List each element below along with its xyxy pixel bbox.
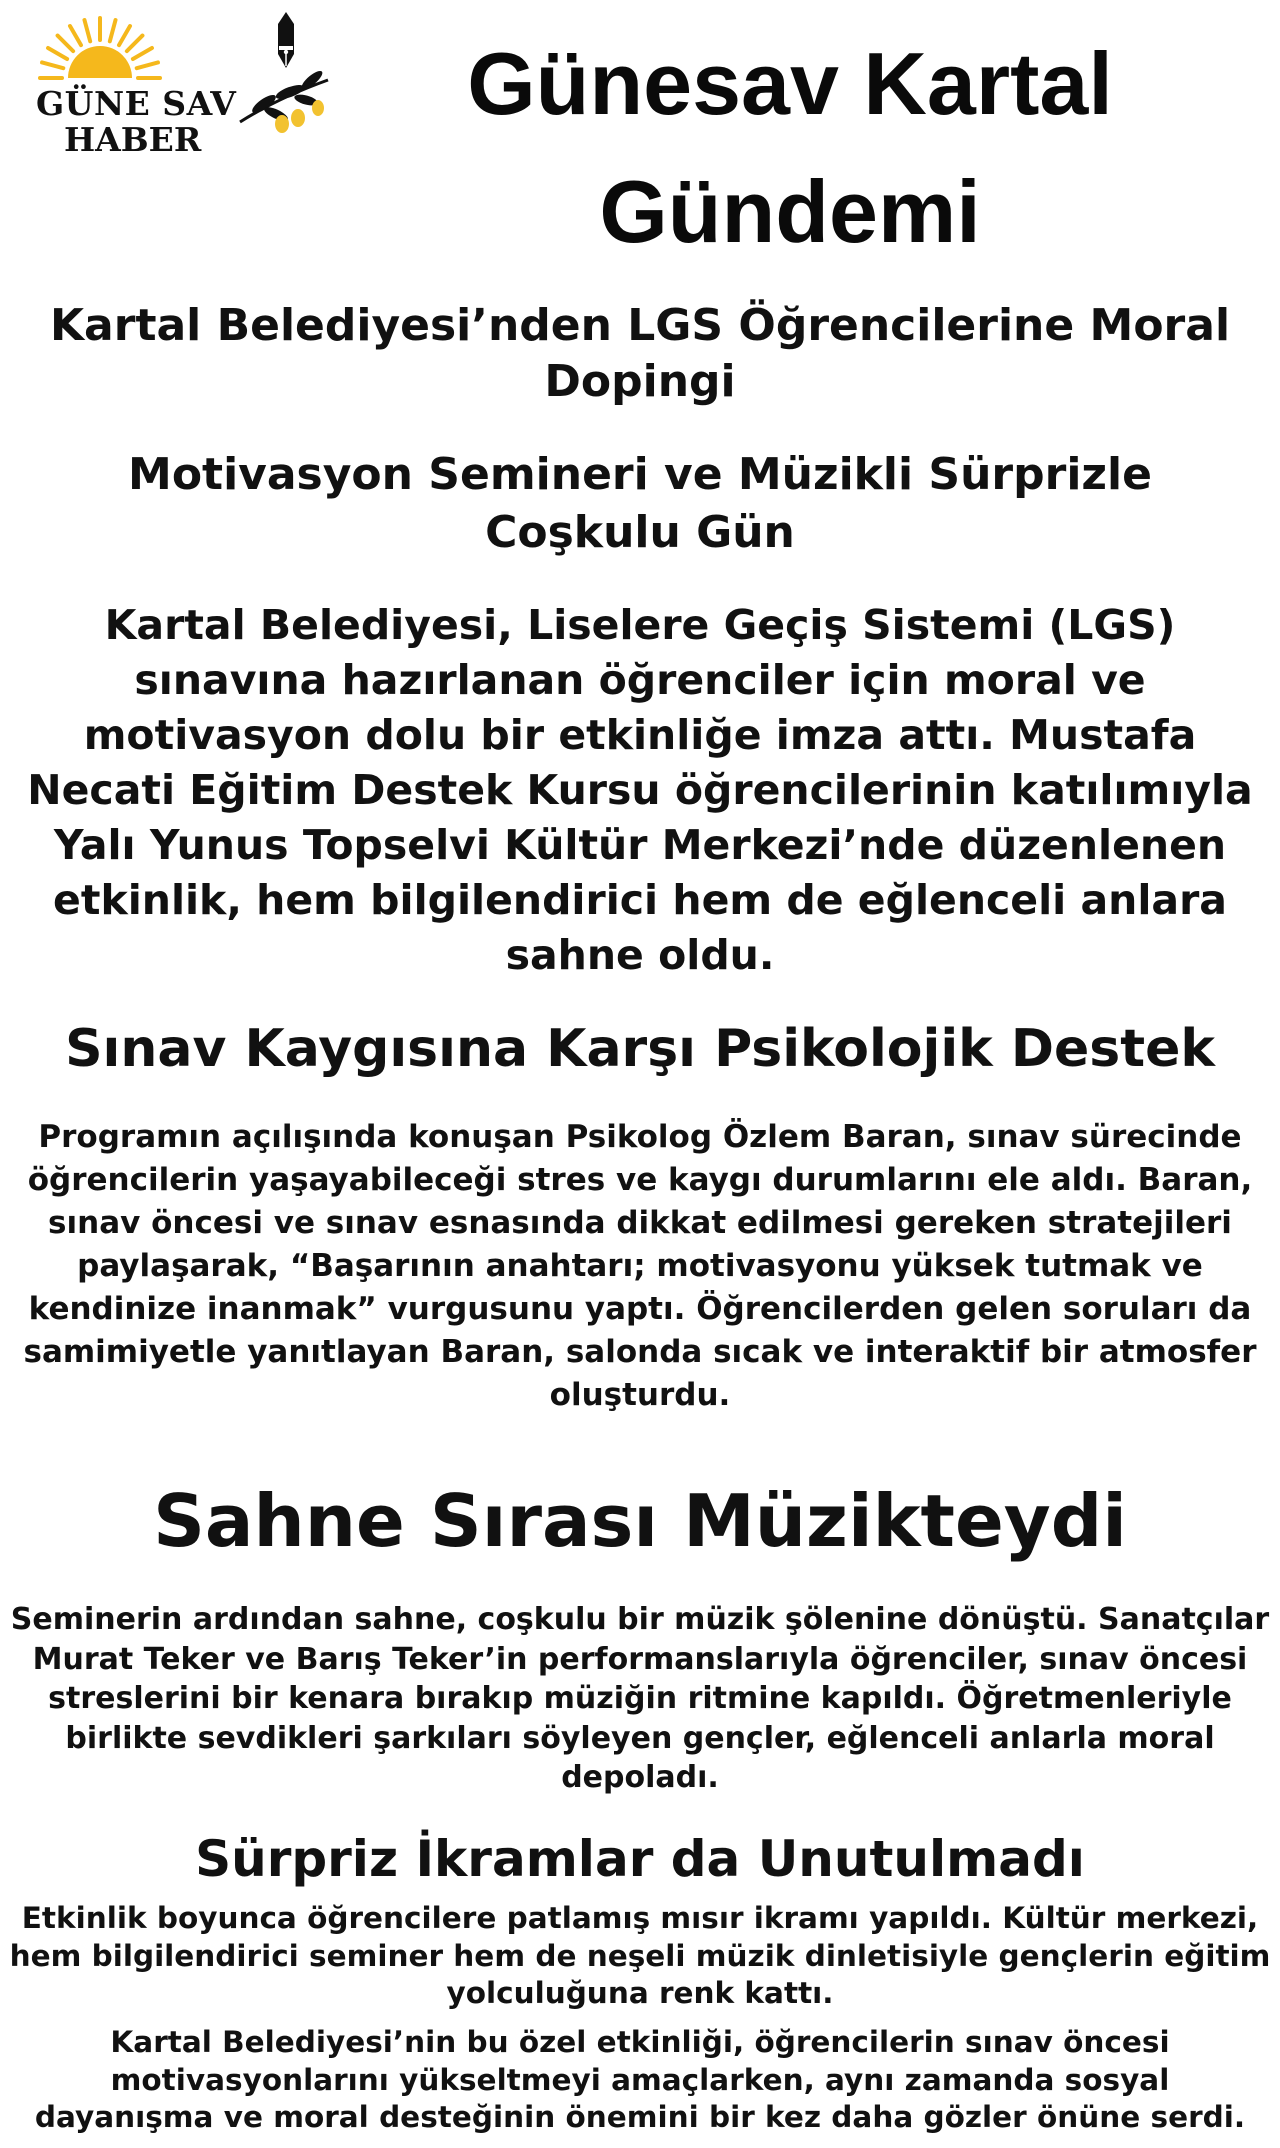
article-closing-paragraph: Kartal Belediyesi’nin bu özel etkinliği, öğrencilerin sınav öncesi motivasyonlarını yükseltmeyi amaçlarken, aynı zamanda sosyal dayanışma ve moral desteğinin önemini bir kez daha gözler önüne serdi. <box>34 2025 1246 2134</box>
gunesav-logo <box>28 10 338 160</box>
page-title: Günesav Kartal Gündemi <box>467 34 1113 261</box>
pen-nib-icon <box>278 12 294 68</box>
section-title-psychological-support: Sınav Kaygısına Karşı Psikolojik Destek <box>65 1019 1215 1079</box>
article-subheadline: Motivasyon Semineri ve Müzikli Sürprizle Coşkulu Gün <box>128 449 1152 558</box>
article-lead-paragraph: Kartal Belediyesi, Liselere Geçiş Sistemi (LGS) sınavına hazırlanan öğrenciler için moral ve motivasyon dolu bir etkinliğe imza attı. Mustafa Necati Eğitim Destek Kursu öğrencilerinin katılımıyla Yalı Yunus Topselvi Kültür Merkezi’nde düzenlenen etkinlik, hem bilgilendirici hem de eğlenceli anlara sahne oldu. <box>27 601 1253 979</box>
logo-text-line1: GÜNE SAV <box>36 84 237 123</box>
sun-icon <box>40 18 160 78</box>
logo-text-line2: HABER <box>64 120 202 159</box>
article-headline: Kartal Belediyesi’nden LGS Öğrencilerine Moral Dopingi <box>49 300 1231 407</box>
olive-branch-icon <box>240 68 328 133</box>
section-title-music: Sahne Sırası Müzikteydi <box>153 1479 1127 1563</box>
section-body-music: Seminerin ardından sahne, coşkulu bir müzik şölenine dönüştü. Sanatçılar Murat Teker ve Barış Teker’in performanslarıyla öğrenciler, sınav öncesi streslerini bir kenara bırakıp müziğin ritmine kapıldı. Öğretmenleriyle birlikte sevdikleri şarkıları söyleyen gençler, eğlenceli anlarla moral depoladı. <box>10 1602 1270 1795</box>
section-body-psychological-support: Programın açılışında konuşan Psikolog Özlem Baran, sınav sürecinde öğrencilerin yaşayabileceği stres ve kaygı durumlarını ele aldı. Baran, sınav öncesi ve sınav esnasında dikkat edilmesi gereken stratejileri paylaşarak, “Başarının anahtarı; motivasyonu yüksek tutmak ve kendinize inanmak” vurgusunu yaptı. Öğrencilerden gelen soruları da samimiyetle yanıtlayan Baran, salonda sıcak ve interaktif bir atmosfer oluşturdu. <box>23 1119 1257 1413</box>
section-title-treats: Sürpriz İkramlar da Unutulmadı <box>195 1830 1085 1888</box>
section-body-treats: Etkinlik boyunca öğrencilere patlamış mısır ikramı yapıldı. Kültür merkezi, hem bilgilendirici seminer hem de neşeli müzik dinletisiyle gençlerin eğitim yolculuğuna renk kattı. <box>9 1901 1271 2010</box>
